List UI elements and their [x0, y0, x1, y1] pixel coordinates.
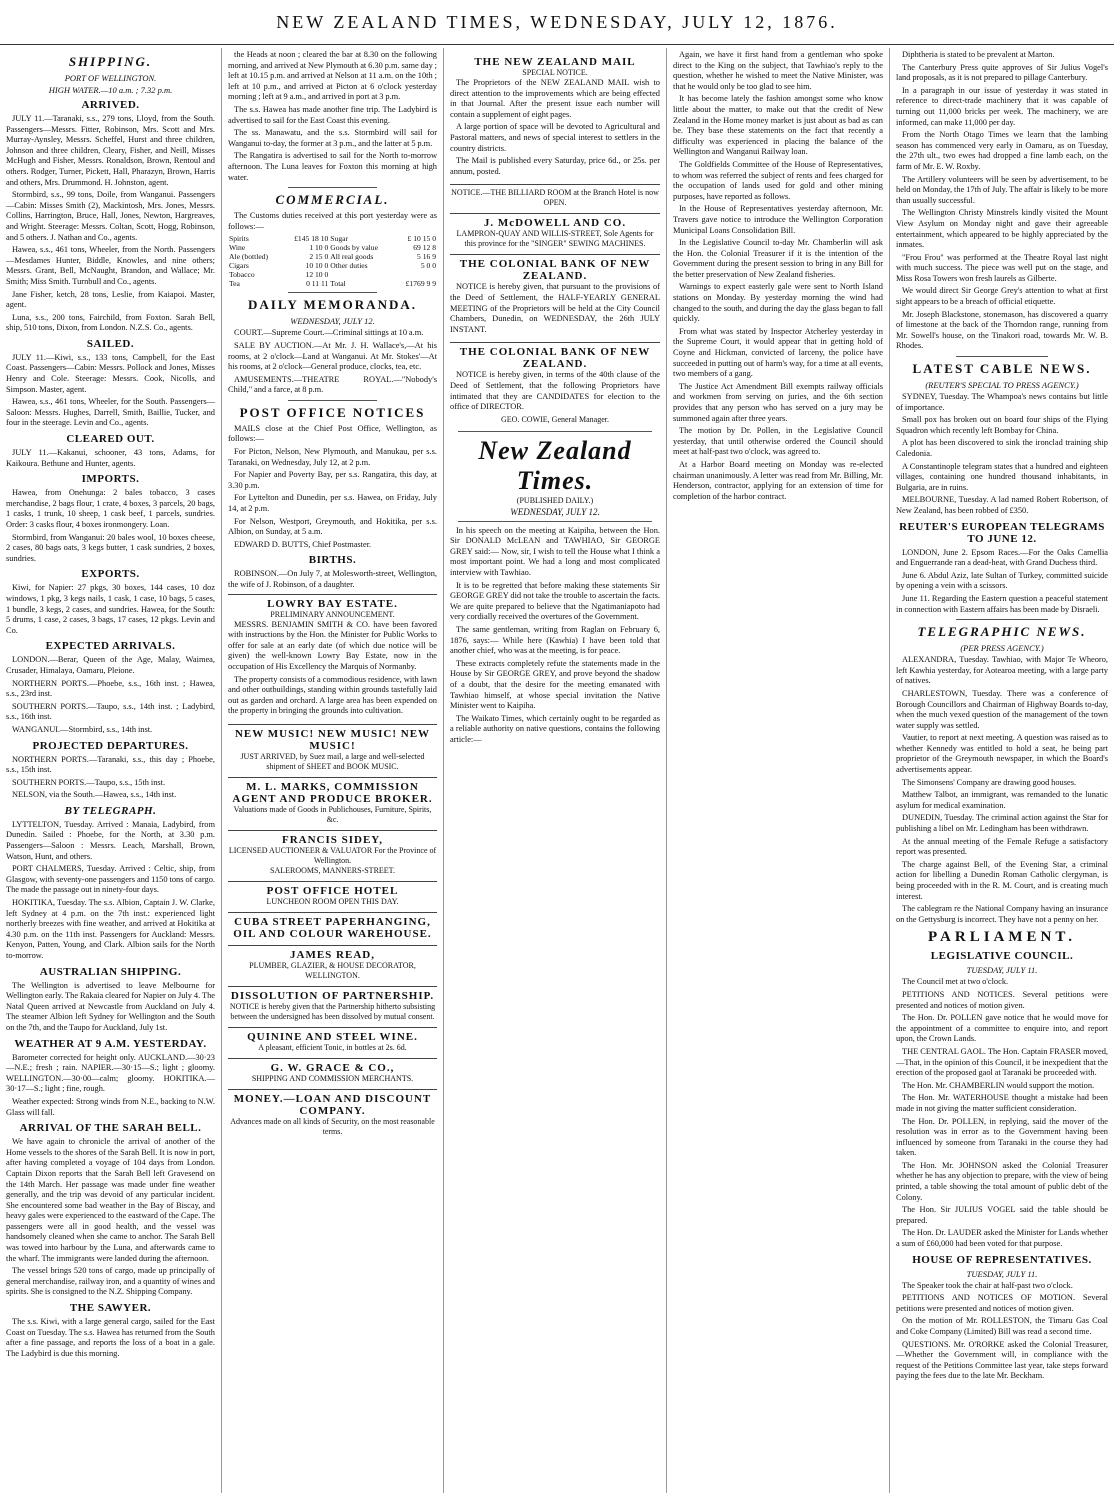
read-ad: [228, 945, 437, 983]
imports-list: [6, 488, 215, 564]
paragraph: The Hon. Dr. LAUDER asked the Minister for Lands whether a sum of £60,000 had been voted for that purpose.: [896, 1228, 1108, 1249]
customs-cell: 2 15 0: [309, 252, 329, 262]
paragraph: JULY 11.—Taranaki, s.s., 279 tons, Lloyd, from the South. Passengers—Messrs. Fitter, Robinson, Mrs. Scott and Mrs. Murray-Aynsley, Messrs. Scheffel, Hurst and three children, Johnson and three children, Cleary, Fisher, and Neill, Misses McHugh and Fisher, Messrs. Ronaldson, Brown, Rentoul and others. Rodger, Turner, Pickett, Hall, Pharazyn, Brown, Harris and others, Mrs. Drummond. H. Johnston, agent.: [6, 114, 215, 187]
customs-cell: 10 10 0: [305, 261, 329, 271]
paragraph: For Lyttelton and Dunedin, per s.s. Hawea, on Friday, July 14, at 2 p.m.: [228, 493, 437, 514]
paragraph: The Artillery volunteers will be seen by advertisement, to be held on Monday, the 17th of July. The affair is likely to be more than usually successful.: [896, 174, 1108, 205]
mcdowell-title: J. McDOWELL AND CO.: [483, 217, 627, 230]
paragraph: THE CENTRAL GAOL. The Hon. Captain FRASER moved,—That, in the opinion of this Council, it be inexpedient that the erection of the proposed gaol at Taranaki be proceeded with.: [896, 1046, 1108, 1078]
customs-cell: £145 18 10: [294, 234, 329, 244]
editorial-list: [450, 526, 660, 746]
divider: [288, 187, 377, 188]
paragraph: The Mail is published every Saturday, price 6d., or 25s. per annum, posted.: [450, 156, 660, 176]
telegraph-heading: BY TELEGRAPH.: [64, 804, 157, 817]
paragraph: The Goldfields Committee of the House of Representatives, to whom was referred the subject of rents and fees charged for the occupation of lands used for gold and other mining purposes, have reported as follows.: [673, 159, 883, 201]
cleared-heading: CLEARED OUT.: [66, 433, 155, 446]
paragraph: The s.s. Kiwi, with a large general cargo, sailed for the East Coast on Tuesday. The s.s. Hawea has returned from the South after a fine passage, and reports the loss of a boat in a gale. The Ladybird is due this morning.: [6, 1317, 215, 1358]
weather-list: [6, 1053, 215, 1119]
money-line: Advances made on all kinds of Security, on the most reasonable terms.: [230, 1116, 435, 1136]
post-office-heading: POST OFFICE NOTICES: [239, 404, 426, 420]
paragraph: In the House of Representatives yesterday afternoon, Mr. Travers gave notice to introduce the Wellington Corporation Municipal Loans Consolidation Bill.: [673, 204, 883, 235]
paragraph: Vautier, to report at next meeting. A question was raised as to whether Kennedy was entitled to hold a seat, he being part proprietor of the Greymouth newspaper, in which the Board's advertisements appear.: [896, 733, 1108, 775]
paragraph: We would direct Sir George Grey's attention to what at first sight appears to be a breach of official etiquette.: [896, 286, 1108, 307]
sarah-bell-heading: ARRIVAL OF THE SARAH BELL.: [19, 1122, 202, 1135]
paragraph: JULY 11.—Kiwi, s.s., 133 tons, Campbell, for the East Coast. Passengers—Cabin: Messrs. Pollock and Jones, Misses Henry and Cole. Steerage: Messrs. Cook, Nicolls, and Simpson. Master, agent.: [6, 352, 215, 394]
paragraph: TUESDAY, JULY 11.: [966, 1268, 1038, 1279]
paragraph: For Nelson, Westport, Greymouth, and Hokitika, per s.s. Albion, on Sunday, at 5 a.m.: [228, 516, 437, 537]
arrived-list: [6, 114, 215, 334]
weather-heading: WEATHER AT 9 A.M. YESTERDAY.: [14, 1037, 207, 1050]
paragraph: The same gentleman, writing from Raglan on February 6, 1876, says:— While here (Kawhia) I have been told that another chief, who was at the meeting, is for peace.: [450, 625, 660, 656]
customs-cell: £ 10 15 0: [407, 234, 436, 244]
paragraph: CHARLESTOWN, Tuesday. There was a conference of Borough Councillors and Chairman of Highway Boards to-day, when the much vexed question of the management of the town water supply was settled.: [896, 688, 1108, 730]
dissolution-line: NOTICE is hereby given that the Partnership hitherto subsisting between the undersigned has been dissolved by mutual consent.: [229, 1001, 436, 1021]
customs-cell: [394, 270, 437, 279]
reuter-heading: REUTER'S EUROPEAN TELEGRAMS TO JUNE 12.: [899, 520, 1105, 545]
paragraph: For Picton, Nelson, New Plymouth, and Manukau, per s.s. Taranaki, on Wednesday, July 12, at 2 p.m.: [228, 447, 437, 467]
grace-line: SHIPPING AND COMMISSION MERCHANTS.: [251, 1073, 414, 1083]
shipping-heading: SHIPPING.: [68, 54, 153, 69]
column-news: [666, 48, 889, 1493]
paragraph: The Rangatira is advertised to sail for the North to-morrow afternoon. The Luna leaves for Foxton this morning at high water.: [228, 151, 437, 182]
quinine-line: A pleasant, efficient Tonic, in bottles at 2s. 6d.: [258, 1042, 407, 1052]
customs-cell: 1 10 0: [309, 243, 329, 253]
mail-list: [450, 78, 660, 177]
paragraph: In a paragraph in our issue of yesterday it was stated in reference to direct-trade machinery that it was capable of turning out 11,000 bricks per week. The machinery, we are informed, can make 11,000 per day.: [896, 85, 1108, 127]
paragraph: June 11. Regarding the Eastern question a peaceful statement in connection with Eastern affairs has been made by Disraeli.: [896, 593, 1108, 614]
billiard-line: NOTICE.—THE BILLIARD ROOM at the Branch Hotel is now OPEN.: [451, 188, 659, 208]
paragraph: LONDON, June 2. Epsom Races.—For the Oaks Camellia and Enguerrande ran a dead-heat, with Grand Duchess third.: [896, 547, 1108, 568]
paragraph: Barometer corrected for height only. AUCKLAND.—30·23—N.E.; fresh ; rain. NAPIER.—30·15—S.; light ; gloomy. WELLINGTON.—30·00—calm; gloomy. HOKITIKA.—30·17—S.; light ; fine, rough.: [6, 1052, 215, 1094]
arrived-heading: ARRIVED.: [81, 99, 140, 111]
memoranda-date: WEDNESDAY, JULY 12.: [290, 316, 375, 327]
paragraph: "Frou Frou" was performed at the Theatre Royal last night with much success. The piece was well put on the stage, and Miss Rosa Towers won fresh laurels as Gilberte.: [896, 252, 1108, 283]
paragraph: Stormbird, from Wanganui: 20 bales wool, 10 boxes cheese, 2 cases, 80 bags oats, 3 kegs butter, 1 cask sundries, 2 boxes, sundries.: [6, 532, 215, 563]
mail-sub: SPECIAL NOTICE.: [522, 68, 588, 77]
mcdowell-ad: [450, 213, 660, 251]
lowry-bay-ad: [228, 594, 437, 721]
paragraph: The Council met at two o'clock.: [902, 977, 1009, 987]
post-office-hotel-line: LUNCHEON ROOM OPEN THIS DAY.: [266, 896, 399, 906]
customs-cell: 12 10 0: [305, 270, 329, 280]
read-line: PLUMBER, GLAZIER, & HOUSE DECORATOR, WELLINGTON.: [249, 960, 416, 980]
customs-row: [228, 261, 437, 270]
colonial-bank-notice-2: [450, 342, 660, 426]
sailed-heading: SAILED.: [86, 337, 135, 350]
customs-cell: [329, 270, 394, 279]
cable-list: [896, 392, 1108, 517]
grace-title: G. W. GRACE & CO.,: [270, 1061, 395, 1074]
paragraph: MAILS close at the Chief Post Office, Wellington, as follows:—: [228, 423, 437, 444]
paragraph: WANGANUI.—Stormbird, s.s., 14th inst.: [12, 724, 153, 734]
paragraph: The Canterbury Press quite approves of Sir Julius Vogel's land proposals, as it is not prepared to pillage Canterbury.: [896, 62, 1108, 83]
post-office-list: [228, 424, 437, 551]
paragraph: The Speaker took the chair at half-past two o'clock.: [902, 1280, 1073, 1290]
divider: [458, 521, 652, 522]
news-list-a: [673, 50, 883, 502]
read-title: JAMES READ,: [290, 948, 375, 961]
nz-times-date: WEDNESDAY, JULY 12.: [510, 506, 600, 517]
exports-heading: EXPORTS.: [81, 568, 140, 581]
paragraph: SALE BY AUCTION.—At Mr. J. H. Wallace's,—At his rooms, at 2 o'clock—Land at Wanganui. At Mr. Stokes'—At his rooms, at 2 o'clock—General produce, clocks, tea, etc.: [228, 340, 437, 372]
divider: [458, 431, 652, 432]
sidey-line: LICENSED AUCTIONEER & VALUATOR For the Province of Wellington.: [228, 845, 437, 865]
customs-row: [228, 279, 437, 288]
customs-cell: 0 11 11: [306, 279, 329, 289]
telegraphic-sub: (PER PRESS AGENCY.): [960, 643, 1044, 654]
paragraph: LONDON.—Berar, Queen of the Age, Malay, Waimea, Crusader, Himalaya, Oamaru, Pleione.: [6, 655, 215, 675]
nz-times-title: New Zealand Times.: [478, 435, 632, 495]
divider: [288, 400, 377, 401]
paragraph: SOUTHERN PORTS.—Taupo, s.s., 15th inst.: [12, 777, 166, 787]
paragraph: The Simonsens' Company are drawing good houses.: [902, 777, 1077, 787]
paragraph: The Hon. Dr. POLLEN, in replying, said the mover of the resolution was in error as to the Government having been influenced by someone from Taranaki in the course they had taken.: [896, 1116, 1108, 1158]
paragraph: SOUTHERN PORTS.—Taupo, s.s., 14th inst. ; Ladybird, s.s., 16th inst.: [6, 701, 215, 722]
customs-row: [228, 243, 437, 252]
marks-ad: [228, 777, 437, 827]
customs-cell: 5 0 0: [420, 261, 436, 271]
paragraph: MESSRS. BENJAMIN SMITH & CO. have been favored with instructions by the Hon. the Minister for Public Works to offer for sale at an early date (of which due notice will be given) the well-known Lowry Bay Estate, now in the occupation of His Excellency the Marquis of Normanby.: [228, 619, 437, 671]
paragraph: Mr. Joseph Blackstone, stonemason, has discovered a quarry of limestone at the back of the Thorndon range, running from Mr. Sowell's house, on the Tinakori road, towards Mr. W. B. Rhodes.: [896, 309, 1108, 351]
paragraph: TUESDAY, JULY 11.: [966, 965, 1038, 976]
paragraph: Again, we have it first hand from a gentleman who spoke direct to the King on the subject, that Tawhiao's reply to the question, whether he wished to meet the Native Minister, was that he would only be too glad to see him.: [673, 50, 883, 91]
paragraph: It has become lately the fashion amongst some who know little about the matter, to make out that the credit of New Zealand in the Home money market is just about as bad as can be. They base these statements on the fact that recently a difficulty was experienced in placing the balance of the Wellington and Wanganui Railway loan.: [673, 94, 883, 157]
sawyer-list: [6, 1317, 215, 1359]
customs-cell: 5 16 9: [417, 252, 436, 262]
paragraph: Small pox has broken out on board four ships of the Flying Squadron which recently left Bombay for China.: [896, 415, 1108, 435]
memoranda-heading: DAILY MEMORANDA.: [248, 297, 417, 313]
quinine-ad: [228, 1027, 437, 1055]
section-heading: HOUSE OF REPRESENTATIVES.: [912, 1253, 1092, 1266]
dissolution-ad: [228, 986, 437, 1024]
mail-notice: [450, 53, 660, 181]
paragraph: The Wellington Christy Minstrels kindly visited the Mount View Asylum on Monday night and gave their agreeable entertainment, which appeared to be highly appreciated by the inmates.: [896, 208, 1108, 250]
sarah-bell-list: [6, 1137, 215, 1298]
reuter-list: [896, 548, 1108, 616]
paragraph: A Constantinople telegram states that a hundred and eighteen villages, containing one hundred thousand inhabitants, in Bulgaria, are in ruins.: [896, 461, 1108, 492]
sidey-title: FRANCIS SIDEY,: [281, 833, 383, 846]
imports-heading: IMPORTS.: [81, 473, 140, 486]
customs-cell: Other duties: [330, 261, 368, 271]
paragraph: The vessel brings 520 tons of cargo, made up principally of general merchandise, railway iron, and a quantity of wines and spirits. She is consigned to the N.Z. Shipping Company.: [6, 1266, 215, 1297]
paragraph: At the annual meeting of the Female Refuge a satisfactory report was presented.: [896, 836, 1108, 857]
paragraph: In the Legislative Council to-day Mr. Chamberlin will ask the Hon. the Colonial Treasurer if it is the intention of the Government during the present session to bring in any Bill for the better preservation of New Zealand fisheries.: [673, 238, 883, 279]
divider: [956, 356, 1048, 357]
paragraph: From what was stated by Inspector Atcherley yesterday in the Supreme Court, it would appear that in getting hold of Coyne and Hickman, convicted of larceny, the police have succeeded in putting out of harm's way, for a time at all events, two members of a gang.: [673, 326, 883, 379]
masthead: [0, 0, 1114, 45]
paragraph: On the motion of Mr. ROLLESTON, the Timaru Gas Coal and Coke Company (Limited) Bill was read a second time.: [896, 1316, 1108, 1336]
paragraph: HOKITIKA, Tuesday. The s.s. Albion, Captain J. W. Clarke, left Sydney at 4 p.m. on the 7th inst.: experienced light northerly breezes with fine weather, and arrived at Hokitika at 4.30 p.m. on the 11th inst. Passengers for Auckland: Messrs. Kenyon, Patten, Young, and Clark. Albion sails for the North to-morrow.: [6, 898, 215, 960]
cuba-street-title: CUBA STREET PAPERHANGING, OIL AND COLOUR WAREHOUSE.: [233, 915, 432, 940]
masthead-title: NEW ZEALAND TIMES, WEDNESDAY, JULY 12, 1876.: [276, 11, 838, 32]
colonial-bank-notice-1: [450, 254, 660, 339]
expected-list: [6, 655, 215, 735]
nz-times-sub: (PUBLISHED DAILY.): [516, 495, 594, 505]
marks-title: M. L. MARKS, COMMISSION AGENT AND PRODUCE BROKER.: [232, 780, 433, 805]
customs-cell: Ale (bottled): [229, 252, 269, 262]
departures-heading: PROJECTED DEPARTURES.: [32, 739, 189, 752]
australian-list: [6, 981, 215, 1034]
paragraph: We have again to chronicle the arrival of another of the Home vessels to the shores of the Sarah Bell. It is now in port, after having completed a voyage of 104 days from London. Captain Dixon reports that the Sarah Bell left Gravesend on the 14th March. Her passage was made under fine weather generally, and the trip was devoid of any particular incident. She encountered some bad weather in the Bay of Biscay, and heavy gales were experienced to the eastward of the Cape. The passengers were all in good health, and the vessel was handsomely cleaned when she came to anchor. The Sarah Bell was towed into harbour by the Luna, and afterwards came to the wharf. The immigrants were landed during the afternoon.: [6, 1137, 215, 1263]
sailed-list: [6, 353, 215, 429]
paragraph: NELSON, via the South.—Hawea, s.s., 14th inst.: [12, 790, 177, 800]
customs-cell: Wine: [229, 243, 246, 253]
paragraph: AMUSEMENTS.—THEATRE ROYAL.—"Nobody's Child," and a farce, at 8 p.m.: [228, 374, 437, 395]
paragraph: Stormbird, s.s., 99 tons, Doile, from Wanganui. Passengers—Cabin: Misses Smith (2), Mackintosh, Mrs. Jones, Messrs. Collins, Harrington, Bruce, Hall, Jones, Newton, Hargreaves, and Wright. Steerage: Messrs. Coltan, Scott, Hogg, Robinson, and 5 others. J. Nathan and Co., agents.: [6, 190, 215, 242]
paragraph: The Hon. Dr. POLLEN gave notice that he would move for the appointment of a committee to enquire into, and report upon, the Crown Lands.: [896, 1013, 1108, 1044]
shipping-continued-list: [228, 50, 437, 183]
paragraph: The Hon. Mr. CHAMBERLIN would support the motion.: [902, 1080, 1095, 1090]
music-title: NEW MUSIC! NEW MUSIC! NEW MUSIC!: [234, 727, 431, 752]
paragraph: The charge against Bell, of the Evening Star, a criminal action for libelling a Dunedin Roman Catholic clergyman, is being proceeded with in the R. M. Court, and is creating much interest.: [896, 859, 1108, 901]
paragraph: Kiwi, for Napier: 27 pkgs, 30 boxes, 144 cases, 10 doz windows, 1 pkg, 3 kegs nails, 1 cask, 1 case, 10 bags, 5 cases, 1 bundle, 3 kegs, 2 cases, and sundries. Hawea, for the South: 5 drums, 1 case, 2 cases, 3 bags, 17 cases, 12 pkgs. Levin and Co.: [6, 583, 215, 635]
music-ad: [228, 724, 437, 774]
billiard-notice: [450, 184, 660, 210]
customs-cell: 69 12 8: [413, 243, 436, 253]
grace-ad: [228, 1058, 437, 1086]
column-commercial: [221, 48, 443, 1493]
paragraph: Hawea, s.s., 461 tons, Wheeler, for the South. Passengers—Saloon: Messrs. Hughes, Darrell, Smith, Baillie, Tucker, and four in the steerage. Levin and Co., agents.: [6, 397, 215, 428]
nz-times-title-block: [450, 436, 660, 517]
memoranda-list: [228, 328, 437, 396]
paragraph: These extracts completely refute the statements made in the House by Sir GEORGE GREY, and prove beyond the shadow of a doubt, that the desire for the meeting emanated with Tawhiao himself, at whose special invitation the Native Minister went to Kaipiha.: [450, 658, 660, 711]
mail-title: THE NEW ZEALAND MAIL: [474, 56, 636, 68]
customs-cell: £1769 9 9: [405, 279, 436, 289]
column-cables: [889, 48, 1114, 1493]
divider: [956, 619, 1048, 620]
cable-heading: LATEST CABLE NEWS.: [912, 361, 1092, 377]
post-office-hotel-title: POST OFFICE HOTEL: [266, 884, 399, 897]
paragraph: JULY 11.—Kakanui, schooner, 43 tons, Adams, for Kaikoura. Bethune and Hunter, agents.: [6, 448, 215, 468]
paragraph: In his speech on the meeting at Kaipiha, between the Hon. Sir DONALD McLEAN and TAWHIAO, Sir GEORGE GREY said:— Now, sir, I wish to tell the House what I think a most important point. We had a long and most complicated interview with Tawhiao.: [450, 525, 660, 578]
paragraph: Jane Fisher, ketch, 28 tons, Leslie, from Kaiapoi. Master, agent.: [6, 289, 215, 310]
customs-cell: Tobacco: [229, 270, 255, 280]
paragraph: LYTTELTON, Tuesday. Arrived : Manaia, Ladybird, from Dunedin. Sailed : Phoebe, for the North, at 3.30 p.m. Passengers—Saloon : Messrs. Leach, Marshall, Brown, Watson, Hunt, and others.: [6, 819, 215, 861]
australian-heading: AUSTRALIAN SHIPPING.: [39, 965, 182, 978]
tide-line: HIGH WATER.—10 a.m. ; 7.32 p.m.: [48, 85, 173, 95]
cable-sub: (REUTER'S SPECIAL TO PRESS AGENCY.): [925, 380, 1079, 391]
paragraph: Hawea, s.s., 461 tons, Wheeler, from the North. Passengers—Mesdames Hunter, Biddle, Knowles, and nine others; Messrs. Grant, Bell, McNaught, Brandon, and Wallace; Mr. Smith; Miss Smith. Turnbull and Co., agents.: [6, 245, 215, 286]
bank-1-title: THE COLONIAL BANK OF NEW ZEALAND.: [459, 258, 651, 283]
paragraph: COURT.—Supreme Court.—Criminal sittings at 10 a.m.: [234, 328, 424, 338]
paragraph: The cablegram re the National Company having an insurance on the Gettysburg is incorrect. They have not a penny on her.: [896, 904, 1108, 924]
paragraph: the Heads at noon ; cleared the bar at 8.30 on the following morning, and arrived at New Plymouth at 6.30 p.m. same day ; left at 10.15 p.m. and arrived at Nelson at 11 a.m. on the 10th ; left at 10 p.m., and arrived at Picton at 6 o'clock yesterday morning ; left at 9 a.m., and arrived in port at 3 p.m.: [228, 50, 437, 102]
column-shipping: [0, 48, 221, 1493]
paragraph: DUNEDIN, Tuesday. The criminal action against the Star for publishing a libel on Mr. Ledingham has been withdrawn.: [896, 813, 1108, 834]
paragraph: The motion by Dr. Pollen, in the Legislative Council yesterday, that until otherwise ordered the Council should meet at half-past two o'clock, was agreed to.: [673, 426, 883, 457]
customs-table: [228, 234, 437, 288]
customs-row: [228, 234, 437, 243]
telegraph-list: [6, 820, 215, 962]
commercial-intro: The Customs duties received at this port yesterday were as follows:—: [228, 211, 437, 231]
paragraph: The s.s. Hawea has made another fine trip. The Ladybird is advertised to sail for the East Coast this evening.: [228, 104, 437, 125]
paragraph: EDWARD D. BUTTS, Chief Postmaster.: [234, 539, 372, 549]
paragraph: Matthew Talbot, an immigrant, was remanded to the lunatic asylum for medical examination.: [896, 790, 1108, 810]
paragraph: Weather expected: Strong winds from N.E., backing to N.W. Glass will fall.: [6, 1096, 215, 1117]
bank-2-sign: GEO. COWIE, General Manager.: [501, 414, 609, 424]
mcdowell-line: LAMPRON-QUAY AND WILLIS-STREET, Sole Agents for this province for the "SINGER" SEWING MACHINES.: [456, 229, 654, 249]
customs-cell: Goods by value: [330, 243, 378, 253]
cuba-street-ad: [228, 912, 437, 942]
paragraph: Diphtheria is stated to be prevalent at Marton.: [902, 50, 1055, 59]
paragraph: The Justice Act Amendment Bill exempts railway officials and workmen from serving on juries, and the 6th section provides that any person who has served on a jury may be summoned again after three years.: [673, 381, 883, 423]
paragraph: QUESTIONS. Mr. O'RORKE asked the Colonial Treasurer,—Whether the Government will, in compliance with the request of the Petitions Committee last year, take steps forward paying the fees due to the late Mr. Beckham.: [896, 1339, 1108, 1381]
divider: [288, 292, 377, 293]
paragraph: ALEXANDRA, Tuesday. Tawhiao, with Major Te Wheoro, left Kawhia yesterday, for Aotearoa meeting, with a large party of natives.: [896, 655, 1108, 686]
paragraph: At a Harbor Board meeting on Monday was re-elected chairman unanimously. A letter was read from Mr. Billing, Mr. Henderson, contractor, applying for an extension of time for completion of the harbor contract.: [673, 459, 883, 501]
paragraph: June 6. Abdul Aziz, late Sultan of Turkey, committed suicide by opening a vein with a scissors.: [896, 570, 1108, 591]
sawyer-heading: THE SAWYER.: [69, 1302, 152, 1315]
customs-cell: Total: [330, 279, 346, 289]
births-heading: BIRTHS.: [308, 554, 357, 567]
expected-heading: EXPECTED ARRIVALS.: [45, 640, 176, 653]
cleared-list: [6, 448, 215, 469]
lowry-bay-list: [228, 620, 437, 717]
paragraph: PORT CHALMERS, Tuesday. Arrived : Celtic, ship, from Glasgow, with seventy-one passengers and 1150 tons of cargo. The made the passage out in ninety-four days.: [6, 864, 215, 895]
lowry-bay-title: LOWRY BAY ESTATE.: [267, 597, 398, 610]
customs-row: [228, 270, 437, 279]
paragraph: PETITIONS AND NOTICES OF MOTION. Several petitions were presented and notices of motion given.: [896, 1293, 1108, 1313]
bank-2-title: THE COLONIAL BANK OF NEW ZEALAND.: [459, 346, 651, 371]
births-text: ROBINSON.—On July 7, at Molesworth-street, Wellington, the wife of J. Robinson, of a daughter.: [228, 569, 437, 589]
paragraph: The Waikato Times, which certainly ought to be regarded as a reliable authority on native questions, contains the following article:—: [450, 713, 660, 744]
paragraph: A large portion of space will be devoted to Agricultural and Pastoral matters, and news of special interest to settlers in the country districts.: [450, 122, 660, 153]
money-ad: [228, 1089, 437, 1139]
marks-line: Valuations made of Goods in Publichouses, Furniture, Spirits, &c.: [233, 804, 432, 824]
money-title: MONEY.—LOAN AND DISCOUNT COMPANY.: [233, 1092, 432, 1117]
news-list-b: [896, 50, 1108, 352]
music-line: JUST ARRIVED, by Suez mail, a large and well-selected shipment of SHEET and BOOK MUSIC.: [240, 751, 425, 771]
sidey-ad: [228, 830, 437, 878]
paragraph: SYDNEY, Tuesday. The Whampoa's news contains but little of importance.: [896, 392, 1108, 412]
section-heading: LEGISLATIVE COUNCIL.: [930, 950, 1074, 963]
customs-cell: Spirits: [229, 234, 249, 244]
customs-cell: Tea: [229, 279, 240, 289]
paragraph: NORTHERN PORTS.—Phoebe, s.s., 16th inst. ; Hawea, s.s., 23rd inst.: [6, 678, 215, 699]
column-editorial: [443, 48, 666, 1493]
paragraph: The Proprietors of the NEW ZEALAND MAIL wish to direct attention to the improvements which are being effected in that Journal. After the present issue each number will contain a supplement of eight pages.: [450, 78, 660, 119]
sidey-line-2: SALEROOMS, MANNERS-STREET.: [270, 865, 395, 875]
port-subheading: PORT OF WELLINGTON.: [64, 73, 157, 83]
customs-row: [228, 252, 437, 261]
paragraph: The Hon. Mr. JOHNSON asked the Colonial Treasurer whether he has any objection to prepare, with the view of being printed, a table showing the total amount of public debt of the Colony.: [896, 1160, 1108, 1202]
commercial-heading: COMMERCIAL.: [275, 192, 390, 208]
exports-list: [6, 583, 215, 636]
paragraph: Luna, s.s., 200 tons, Fairchild, from Foxton. Sarah Bell, ship, 510 tons, Dixon, from London. N.Z.S. Co., agents.: [6, 312, 215, 333]
parliament-heading: PARLIAMENT.: [927, 929, 1077, 946]
paragraph: The Hon. Sir JULIUS VOGEL said the table should be prepared.: [896, 1205, 1108, 1225]
lowry-bay-sub: PRELIMINARY ANNOUNCEMENT.: [270, 609, 395, 619]
customs-cell: All real goods: [330, 252, 374, 262]
customs-cell: Sugar: [330, 234, 349, 244]
paragraph: Hawea, from Onehunga: 2 bales tobacco, 3 cases merchandise, 2 bags flour, 1 crate, 4 boxes, 3 parcels, 20 bags, 1 casks, 1 trunk, 10 sheep, 1 cask beef, 1 parcels, sundries. Order: 3 casks flour, 4 boxes ironmongery. Loan.: [6, 488, 215, 529]
paragraph: NORTHERN PORTS.—Taranaki, s.s., this day ; Phoebe, s.s., 15th inst.: [6, 754, 215, 775]
paragraph: The ss. Manawatu, and the s.s. Stormbird will sail for Wanganui to-day, the former at 3 p.m., and the latter at 5 p.m.: [228, 128, 437, 148]
paragraph: Warnings to expect easterly gale were sent to North Island stations on Monday. By yesterday morning the wind had changed to the south, and during the day the glass began to fall quickly.: [673, 282, 883, 324]
paragraph: For Napier and Poverty Bay, per s.s. Rangatira, this day, at 3.30 p.m.: [228, 470, 437, 490]
customs-cell: Cigars: [229, 261, 249, 271]
paragraph: PETITIONS AND NOTICES. Several petitions were presented and notices of motion given.: [896, 989, 1108, 1010]
quinine-title: QUININE AND STEEL WINE.: [247, 1030, 418, 1043]
paragraph: The Wellington is advertised to leave Melbourne for Wellington early. The Rakaia cleared for Napier on July 4. The Natal Queen arrived at Newcastle from Auckland on July 4. The steamer Albion left Sydney for Wellington and the South on the 7th, and the Taupo for Auckland, July 1st.: [6, 980, 215, 1032]
dissolution-title: DISSOLUTION OF PARTNERSHIP.: [230, 989, 435, 1002]
paragraph: It is to be regretted that before making these statements Sir GEORGE GREY did not take the trouble to ascertain the facts. We are quite prepared to believe that the Ngatimaniapoto had very cordially received the overtures of the Government.: [450, 580, 660, 622]
paragraph: MELBOURNE, Tuesday. A lad named Robert Robertson, of New Zealand, has been robbed of £350.: [896, 495, 1108, 515]
paragraph: A plot has been discovered to sink the ironclad training ship Caledonia.: [896, 438, 1108, 458]
departures-list: [6, 755, 215, 801]
telegraphic-heading: TELEGRAPHIC NEWS.: [917, 624, 1087, 640]
paragraph: The Hon. Mr. WATERHOUSE thought a mistake had been made in not giving the matter sufficient consideration.: [896, 1093, 1108, 1113]
telegraphic-list: [896, 655, 1108, 731]
paragraph: The property consists of a commodious residence, with lawn and other outbuildings, standing within grounds tastefully laid out as garden and orchard. A large area has been expended on the property in bringing the grounds into cultivation.: [228, 674, 437, 716]
paragraph: From the North Otago Times we learn that the lambing season has commenced very early in Oamaru, as on Tuesday, the 27th ult., two ewes had dropped a fine lamb each, on the farm of Mr. E. W. Roxby.: [896, 130, 1108, 171]
post-office-hotel-ad: [228, 881, 437, 909]
bank-2-text: NOTICE is hereby given, in terms of the 40th clause of the Deed of Settlement, that the following Proprietors have intimated that they are CANDIDATES for election to the office of DIRECTOR.: [450, 370, 660, 412]
bank-1-text: NOTICE is hereby given, that pursuant to the provisions of the Deed of Settlement, the HALF-YEARLY GENERAL MEETING of the Proprietors will be held at the City Council Chambers, Dunedin, on WEDNESDAY, the 26th JULY INSTANT.: [450, 282, 660, 334]
